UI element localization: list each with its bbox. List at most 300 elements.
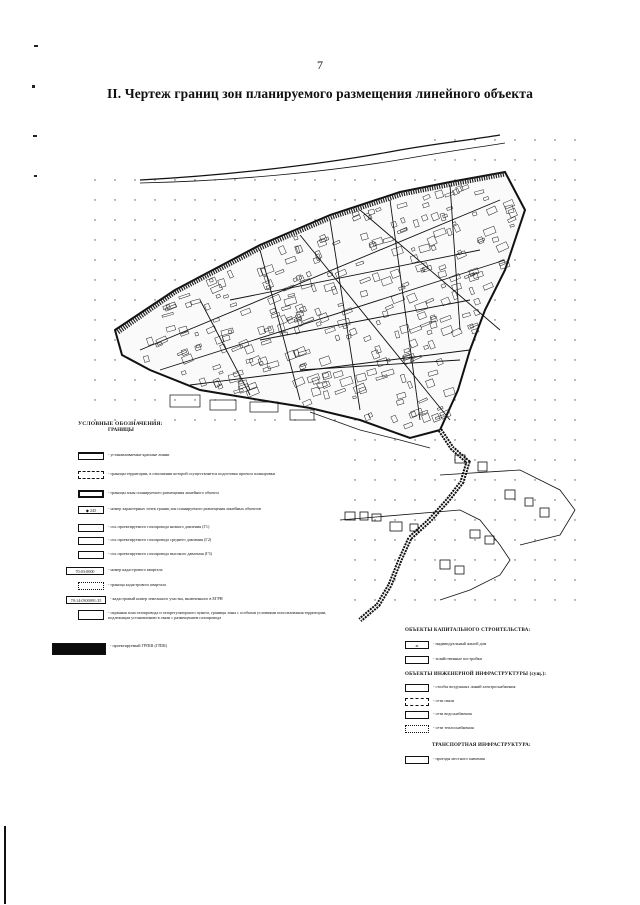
grid-dot — [534, 439, 535, 440]
grid-dot — [294, 219, 295, 220]
grid-dot — [514, 259, 515, 260]
grid-dot — [574, 419, 575, 420]
grid-dot — [474, 139, 475, 140]
grid-dot — [474, 359, 475, 360]
grid-dot — [554, 399, 555, 400]
grid-dot — [114, 239, 115, 240]
grid-dot — [374, 179, 375, 180]
grid-dot — [414, 539, 415, 540]
grid-dot — [574, 599, 575, 600]
parcel-number-swatch: 70:14:0300091:35 — [66, 596, 106, 604]
lower-settlement — [340, 455, 575, 600]
grid-dot — [154, 279, 155, 280]
grid-dot — [574, 519, 575, 520]
grid-dot — [314, 179, 315, 180]
grid-dot — [474, 459, 475, 460]
grid-dot — [354, 599, 355, 600]
legend-item — [405, 725, 605, 733]
grid-dot — [534, 579, 535, 580]
grid-dot — [174, 279, 175, 280]
grid-dot — [514, 499, 515, 500]
legend-item — [405, 684, 605, 692]
territory-boundary — [115, 172, 525, 438]
grid-dot — [254, 179, 255, 180]
power-pole-swatch — [405, 684, 429, 692]
capital-objects-heading: ОБЪЕКТЫ КАПИТАЛЬНОГО СТРОИТЕЛЬСТВА: — [405, 628, 531, 633]
grid-dot — [494, 479, 495, 480]
grid-dot — [534, 239, 535, 240]
grid-dot — [494, 499, 495, 500]
grid-dot — [394, 459, 395, 460]
grid-dot — [554, 339, 555, 340]
legend-item — [78, 452, 328, 460]
grid-dot — [534, 139, 535, 140]
grid-dot — [514, 539, 515, 540]
cadastral-boundary-swatch — [78, 582, 104, 590]
grid-dot — [214, 239, 215, 240]
grid-dot — [514, 139, 515, 140]
legend-item — [78, 524, 328, 532]
grid-dot — [94, 299, 95, 300]
grid-dot — [154, 379, 155, 380]
grid-dot — [514, 579, 515, 580]
grid-dot — [94, 379, 95, 380]
grid-dot — [374, 599, 375, 600]
grid-dot — [474, 539, 475, 540]
grid-dot — [514, 419, 515, 420]
grid-dot — [494, 379, 495, 380]
grid-dot — [114, 219, 115, 220]
zone-boundary-swatch — [78, 490, 104, 498]
grid-dot — [514, 319, 515, 320]
grid-dot — [514, 559, 515, 560]
grid-dot — [314, 419, 315, 420]
grid-dot — [414, 459, 415, 460]
grid-dot — [174, 239, 175, 240]
grid-dot — [454, 159, 455, 160]
grid-dot — [294, 199, 295, 200]
grid-dot — [534, 399, 535, 400]
grid-dot — [254, 239, 255, 240]
local-road-swatch — [405, 756, 429, 764]
legend-item-text: - ось проектируемого газопровода высокого давления (Г3) — [108, 551, 212, 556]
grid-dot — [174, 399, 175, 400]
grid-dot — [94, 259, 95, 260]
grid-dot — [254, 199, 255, 200]
legend-item-text: - сети теплоснабжения — [433, 725, 474, 730]
grid-dot — [554, 599, 555, 600]
grid-dot — [394, 559, 395, 560]
legend-item-text: - границы зоны планируемого размещения линейного объекта — [108, 490, 219, 495]
grid-dot — [114, 379, 115, 380]
grid-dot — [514, 279, 515, 280]
grid-dot — [234, 179, 235, 180]
grid-dot — [174, 419, 175, 420]
grid-dot — [234, 419, 235, 420]
gas-low-pressure-swatch — [78, 524, 104, 532]
grid-dot — [194, 399, 195, 400]
grid-dot — [574, 139, 575, 140]
grid-dot — [434, 139, 435, 140]
grid-dot — [254, 419, 255, 420]
grid-dot — [354, 499, 355, 500]
grid-dot — [434, 599, 435, 600]
grid-dot — [454, 599, 455, 600]
grid-dot — [234, 199, 235, 200]
legend-item-text: - устанавливаемые красные линии — [108, 452, 170, 457]
grid-dot — [574, 579, 575, 580]
grid-dot — [194, 419, 195, 420]
grid-dot — [574, 379, 575, 380]
legend-item-text: - граница кадастрового квартала — [108, 582, 166, 587]
grid-dot — [534, 199, 535, 200]
grid-dot — [534, 539, 535, 540]
legend-item — [78, 582, 328, 590]
grid-dot — [134, 219, 135, 220]
legend-item-text: - границы территории, в отношении которой осуществляется подготовка проекта планировки — [108, 471, 276, 476]
grid-dot — [214, 259, 215, 260]
grid-dot — [454, 579, 455, 580]
grid-dot — [514, 179, 515, 180]
grid-dot — [574, 479, 575, 480]
grid-dot — [534, 319, 535, 320]
grid-dot — [94, 339, 95, 340]
grid-dot — [494, 299, 495, 300]
grid-dot — [114, 259, 115, 260]
grid-dot — [434, 439, 435, 440]
grid-dot — [154, 199, 155, 200]
grid-dot — [374, 479, 375, 480]
grid-dot — [374, 579, 375, 580]
transport-heading-block — [432, 743, 612, 748]
residential-house-swatch: ж — [405, 641, 429, 649]
grid-dot — [274, 419, 275, 420]
grid-dot — [414, 599, 415, 600]
grid-dot — [94, 219, 95, 220]
grid-dot — [354, 479, 355, 480]
grid-dot — [254, 219, 255, 220]
grid-dot — [514, 379, 515, 380]
grid-dot — [494, 559, 495, 560]
engineering-heading-block — [405, 672, 620, 677]
grid-dot — [494, 339, 495, 340]
grid-dot — [574, 339, 575, 340]
grid-dot — [394, 599, 395, 600]
grid-dot — [114, 279, 115, 280]
legend-item-text: - сети водоснабжения — [433, 711, 472, 716]
grid-dot — [394, 519, 395, 520]
gas-pipeline-corridor — [360, 430, 468, 620]
grid-dot — [574, 279, 575, 280]
grid-dot — [574, 259, 575, 260]
grid-dot — [374, 519, 375, 520]
grid-dot — [474, 159, 475, 160]
grid-dot — [554, 499, 555, 500]
grid-dot — [494, 139, 495, 140]
grid-dot — [354, 559, 355, 560]
communication-swatch — [405, 698, 429, 706]
grid-dot — [574, 499, 575, 500]
grid-dot — [574, 559, 575, 560]
legend-heading: УСЛОВНЫЕ ОБОЗНАЧЕНИЯ: — [78, 421, 163, 427]
legend-item — [78, 490, 328, 498]
grid-dot — [334, 199, 335, 200]
grid-dot — [394, 179, 395, 180]
grid-dot — [574, 239, 575, 240]
grid-dot — [214, 219, 215, 220]
legend-item-text: - номер характерных точек границ зон планируемого размещения линейных объектов — [108, 506, 261, 511]
grid-dot — [474, 599, 475, 600]
grid-dot — [374, 499, 375, 500]
grid-dot — [134, 379, 135, 380]
legend-item — [78, 471, 328, 479]
legend-item-text: - сети связи — [433, 698, 454, 703]
grid-dot — [494, 319, 495, 320]
grid-dot — [554, 159, 555, 160]
grid-dot — [154, 259, 155, 260]
grid-dot — [474, 519, 475, 520]
grid-dot — [474, 419, 475, 420]
grid-dot — [514, 439, 515, 440]
grid-dot — [534, 259, 535, 260]
territory-boundary-swatch — [78, 471, 104, 479]
grid-dot — [494, 439, 495, 440]
legend-item — [405, 656, 605, 664]
engineering-heading: ОБЪЕКТЫ ИНЖЕНЕРНОЙ ИНФРАСТРУКТУРЫ (сущ.): — [405, 672, 547, 677]
grid-dot — [114, 179, 115, 180]
protection-zone-swatch — [78, 610, 104, 620]
grid-dot — [474, 439, 475, 440]
grid-dot — [534, 159, 535, 160]
grid-dot — [394, 539, 395, 540]
grid-dot — [454, 559, 455, 560]
grid-dot — [174, 179, 175, 180]
grid-dot — [174, 259, 175, 260]
grid-dot — [434, 559, 435, 560]
grid-dot — [534, 599, 535, 600]
grid-dot — [534, 519, 535, 520]
grid-dot — [414, 439, 415, 440]
grid-dot — [194, 199, 195, 200]
cadastral-quarter-swatch: 70:03:0000 — [66, 567, 104, 575]
grid-dot — [234, 219, 235, 220]
grid-dot — [574, 539, 575, 540]
grid-dot — [554, 519, 555, 520]
grid-dot — [454, 499, 455, 500]
grid-dot — [454, 539, 455, 540]
legend-item-text: - ось проектируемого газопровода низкого давления (Г1) — [108, 524, 210, 529]
grid-dot — [94, 279, 95, 280]
grid-dot — [214, 199, 215, 200]
grid-dot — [574, 439, 575, 440]
legend-item-text: - хозяйственные постройки — [433, 656, 482, 661]
grid-dot — [574, 319, 575, 320]
gas-pipeline-axis — [360, 430, 468, 620]
grid-dot — [274, 179, 275, 180]
grid-dot — [354, 439, 355, 440]
grid-dot — [294, 179, 295, 180]
grid-dot — [454, 139, 455, 140]
grid-dot — [114, 359, 115, 360]
grid-dot — [394, 439, 395, 440]
grid-dot — [454, 479, 455, 480]
grid-dot — [554, 199, 555, 200]
grid-dot — [534, 559, 535, 560]
grid-dot — [494, 519, 495, 520]
grid-dot — [374, 559, 375, 560]
grid-dot — [434, 519, 435, 520]
grid-dot — [514, 479, 515, 480]
grid-dot — [454, 519, 455, 520]
legend-item-text: - столбы воздушных линий электроснабжения — [433, 684, 516, 689]
grid-dot — [154, 219, 155, 220]
grid-dot — [494, 399, 495, 400]
grid-dot — [514, 299, 515, 300]
grid-dot — [114, 339, 115, 340]
legend-item — [405, 698, 605, 706]
grid-dot — [474, 499, 475, 500]
grid-dot — [474, 399, 475, 400]
grid-dot — [494, 579, 495, 580]
legend-item — [78, 537, 328, 545]
grid-dot — [514, 599, 515, 600]
grid-dot — [474, 479, 475, 480]
legend-item — [52, 643, 302, 655]
grid-dot — [554, 459, 555, 460]
grid-dot — [394, 499, 395, 500]
grid-dot — [534, 419, 535, 420]
grid-dot — [554, 299, 555, 300]
grid-dot — [434, 159, 435, 160]
grid-dot — [354, 539, 355, 540]
grid-dot — [554, 259, 555, 260]
legend-item — [78, 551, 328, 559]
grid-dot — [134, 199, 135, 200]
grid-dot — [114, 399, 115, 400]
grid-dot — [94, 319, 95, 320]
legend-item — [66, 596, 328, 604]
legend-right — [405, 628, 605, 633]
grid-dot — [134, 299, 135, 300]
grid-dot — [554, 139, 555, 140]
grid-dot — [534, 339, 535, 340]
grid-dot — [434, 459, 435, 460]
grid-dot — [134, 259, 135, 260]
grid-dot — [134, 239, 135, 240]
legend-item-text: - индивидуальный жилой дом — [433, 641, 487, 646]
grid-dot — [94, 399, 95, 400]
grid-dot — [454, 439, 455, 440]
grid-dot — [534, 379, 535, 380]
grid-dot — [574, 359, 575, 360]
grid-dot — [514, 519, 515, 520]
grid-dot — [554, 479, 555, 480]
grid-dot — [494, 419, 495, 420]
grid-dot — [574, 299, 575, 300]
grid-dot — [414, 179, 415, 180]
grid-dot — [554, 239, 555, 240]
legend-item-text: - номер кадастрового квартала — [108, 567, 163, 572]
grid-dot — [154, 399, 155, 400]
river-bank-line — [140, 135, 500, 180]
page-title: II. Чертеж границ зон планируемого размещения линейного объекта — [107, 86, 533, 101]
grid-dot — [574, 199, 575, 200]
grid-dot — [154, 299, 155, 300]
grid-dot — [274, 219, 275, 220]
grid-dot — [554, 539, 555, 540]
legend-item-text: - проектируемый ГРПШ (ГПШ) — [110, 643, 168, 648]
grid-dot — [134, 279, 135, 280]
grid-dot — [334, 179, 335, 180]
point-number-swatch: ◆ 245 — [78, 506, 104, 514]
grid-dot — [494, 599, 495, 600]
grid-dot — [534, 459, 535, 460]
heat-supply-swatch — [405, 725, 429, 733]
grid-dot — [554, 319, 555, 320]
grid-dot — [514, 359, 515, 360]
legend-item — [66, 567, 328, 575]
grid-dot — [514, 399, 515, 400]
grid-dot — [534, 279, 535, 280]
grid-dot — [534, 499, 535, 500]
grid-dot — [554, 579, 555, 580]
grid-dot — [514, 459, 515, 460]
grid-dot — [114, 319, 115, 320]
grid-dot — [554, 219, 555, 220]
grid-dot — [474, 579, 475, 580]
grid-dot — [94, 199, 95, 200]
grid-dot — [574, 459, 575, 460]
legend-item-text: - кадастровый номер земельного участка, включенного в ЕГРН — [110, 596, 223, 601]
grid-dot — [554, 559, 555, 560]
grid-dot — [554, 379, 555, 380]
legend-item-text: - проезды местного значения — [433, 756, 485, 761]
grid-dot — [394, 479, 395, 480]
grid-dot — [434, 499, 435, 500]
grid-dot — [494, 459, 495, 460]
grid-dot — [214, 419, 215, 420]
grid-dot — [154, 239, 155, 240]
grid-dot — [494, 159, 495, 160]
grid-dot — [574, 179, 575, 180]
grid-dot — [134, 399, 135, 400]
grid-dot — [534, 219, 535, 220]
grid-dot — [274, 199, 275, 200]
legend-item — [405, 711, 605, 719]
grid-dot — [114, 199, 115, 200]
grid-dot — [414, 579, 415, 580]
grid-dot — [414, 479, 415, 480]
grid-dot — [494, 359, 495, 360]
grid-dot — [374, 459, 375, 460]
grid-dot — [554, 279, 555, 280]
grid-dot — [374, 439, 375, 440]
grid-dot — [234, 239, 235, 240]
grid-dot — [554, 179, 555, 180]
legend-item — [405, 756, 605, 764]
legend-item-text: - ось проектируемого газопровода среднего давления (Г2) — [108, 537, 212, 542]
grid-dot — [134, 179, 135, 180]
grid-dot — [434, 539, 435, 540]
grid-dot — [194, 219, 195, 220]
grid-dot — [414, 499, 415, 500]
grid-dot — [354, 199, 355, 200]
legend-item — [78, 610, 346, 620]
legend-item — [405, 641, 605, 649]
grid-dot — [574, 159, 575, 160]
transport-heading: ТРАНСПОРТНАЯ ИНФРАСТРУКТУРА: — [432, 743, 531, 748]
grid-dot — [554, 419, 555, 420]
